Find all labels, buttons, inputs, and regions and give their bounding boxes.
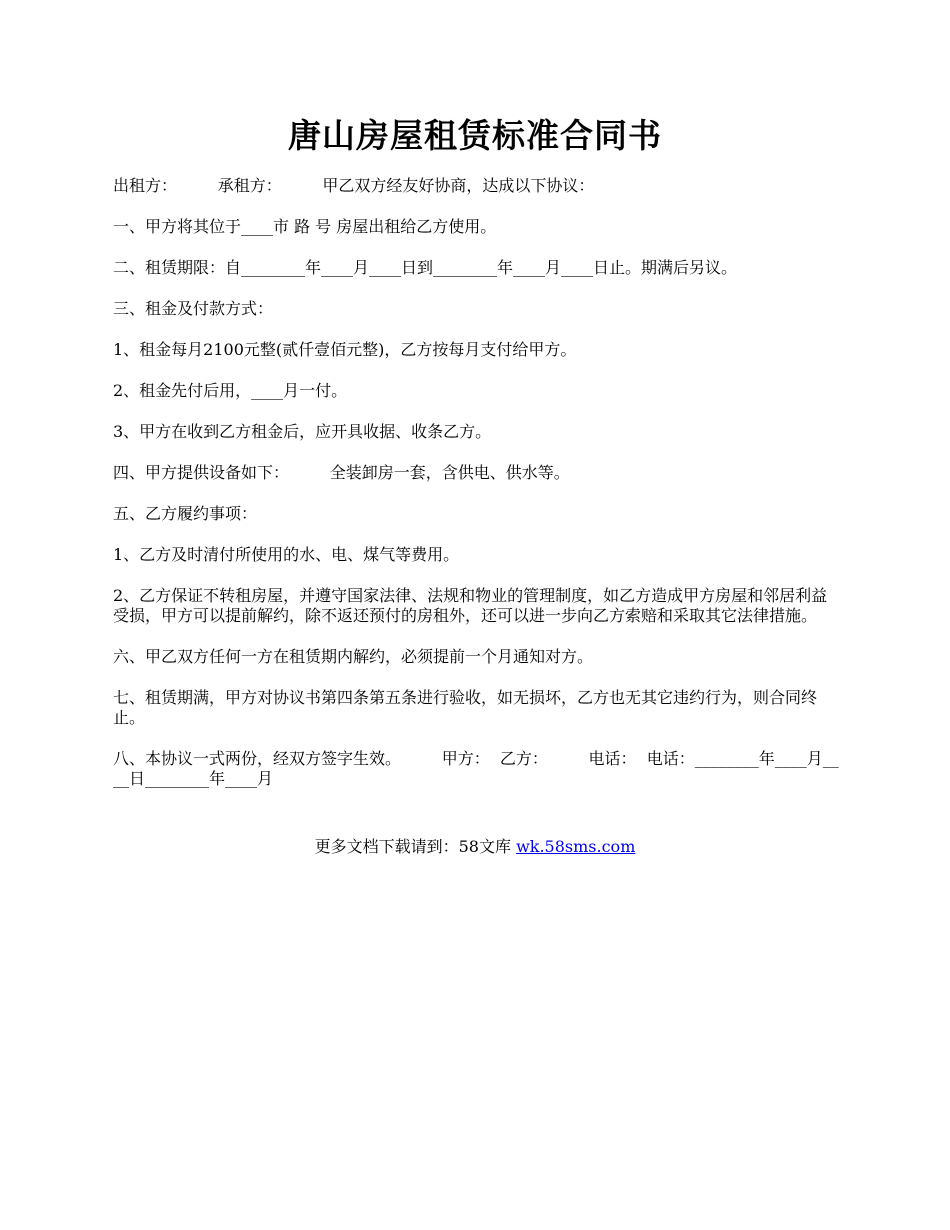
clause-6-termination: 六、甲乙双方任何一方在租赁期内解约，必须提前一个月通知对方。 [113,647,594,666]
clause-3-heading: 三、租金及付款方式： [113,299,274,318]
clause-1-location: 一、甲方将其位于____市 路 号 房屋出租给乙方使用。 [113,217,497,236]
clause-5-heading: 五、乙方履约事项： [113,504,258,523]
document-title: 唐山房屋租赁标准合同书 [288,116,662,155]
clause-5-item-1: 1、乙方及时清付所使用的水、电、煤气等费用。 [113,545,460,564]
clause-8-signatures: 八、本协议一式两份，经双方签字生效。 甲方： 乙方： 电话： 电话：________年____月____日________年____月 [113,749,839,788]
clause-2-term: 二、租赁期限：自________年____月____日到________年____月____日止。期满后另议。 [113,258,738,277]
footer-note [0,836,950,858]
clause-3-item-3: 3、甲方在收到乙方租金后，应开具收据、收条乙方。 [113,422,492,441]
parties-line: 出租方： 承租方： 甲乙双方经友好协商，达成以下协议： [113,176,595,195]
footer-prefix: 更多文档下载请到：58文库 [314,837,517,856]
clause-5-item-2: 2、乙方保证不转租房屋，并遵守国家法律、法规和物业的管理制度，如乙方造成甲方房屋和邻居利益受损，甲方可以提前解约，除不返还预付的房租外，还可以进一步向乙方索赔和采取其它法律措施。 [113,586,828,625]
clause-3-item-1: 1、租金每月2100元整(贰仟壹佰元整)，乙方按每月支付给甲方。 [113,340,577,359]
document-body [113,176,843,810]
clause-3-item-2: 2、租金先付后用，____月一付。 [113,381,348,400]
clause-7-expiry: 七、租赁期满，甲方对协议书第四条第五条进行验收，如无损坏，乙方也无其它违约行为，则合同终止。 [113,688,818,727]
footer-link[interactable]: wk.58sms.com [516,837,636,856]
clause-4-equipment: 四、甲方提供设备如下： 全装卸房一套，含供电、供水等。 [113,463,570,482]
